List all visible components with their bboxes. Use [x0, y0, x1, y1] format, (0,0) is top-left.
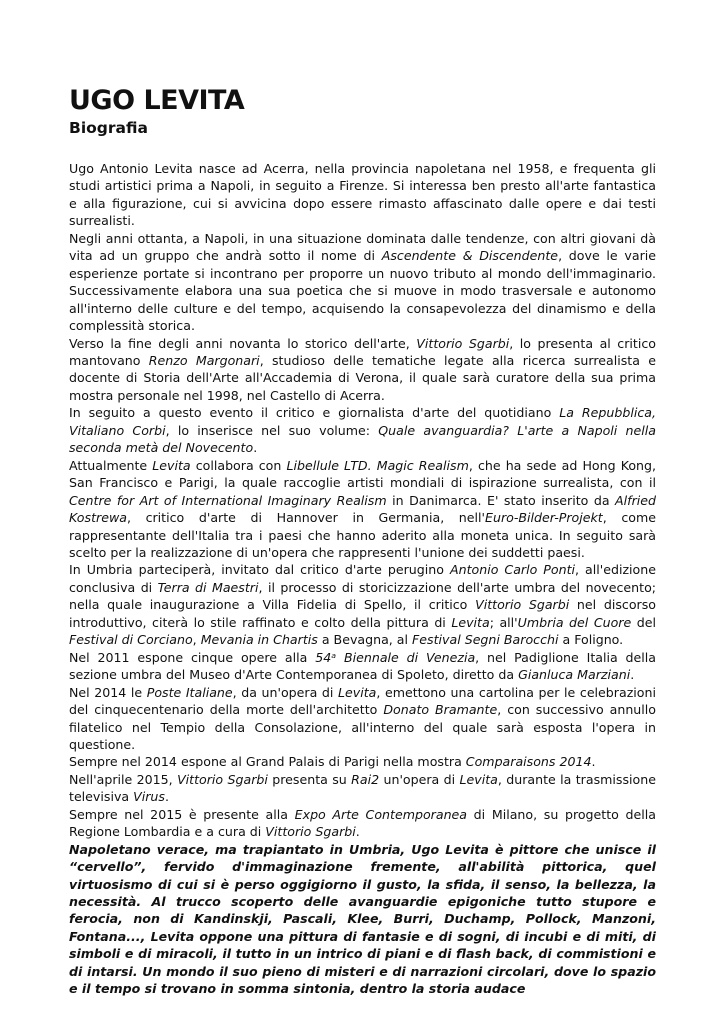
biography-body: [69, 160, 656, 998]
paragraph-text: Nell'aprile 2015,: [69, 771, 178, 787]
paragraph-text: , critico d'arte di Hannover in Germania, nell': [126, 510, 485, 526]
paragraph-text: .: [630, 667, 635, 683]
paragraph-text: Sempre nel 2014 espone al Grand Palais di Parigi nella mostra: [69, 754, 466, 770]
italic-text: Gianluca Marziani: [518, 667, 631, 683]
paragraph-text: .: [591, 754, 596, 770]
paragraph-text: un'opera di: [379, 771, 460, 787]
italic-text: Centre for Art of International Imaginary Realism: [69, 492, 387, 508]
biography-paragraph: [69, 771, 656, 806]
italic-text: Terra di Maestri: [157, 579, 259, 595]
paragraph-text: Sempre nel 2015 è presente alla: [69, 806, 295, 822]
paragraph-text: , studioso delle tematiche legate alla ricerca surrealista e docente di Storia dell'Arte all'Accademia di Verona, il quale sarà curatore della sua prima mostra personale nel 1998, nel Castello di Acerra.: [69, 352, 656, 403]
italic-text: Levita: [337, 684, 377, 700]
italic-text: Rai2: [351, 771, 380, 787]
biography-paragraph: [69, 561, 656, 648]
italic-text: Vittorio Sgarbi: [177, 771, 268, 787]
paragraph-text: , lo presenta al critico mantovano: [69, 335, 656, 368]
paragraph-text: Ugo Antonio Levita nasce ad Acerra, nella provincia napoletana nel 1958, e frequenta gli studi artistici prima a Napoli, in seguito a Firenze. Si interessa ben presto all'arte fantastica e alla figurazione, cui si avvicina dopo essere rimasto affascinato dalle opere e dai testi surrealisti.: [69, 161, 656, 229]
paragraph-text: , durante la trasmissione televisiva: [69, 771, 656, 805]
biography-paragraph: [69, 404, 656, 456]
biography-paragraph: [69, 841, 656, 998]
paragraph-text: ; all': [489, 614, 518, 630]
italic-text: Levita: [459, 771, 498, 787]
biography-paragraph: [69, 806, 656, 841]
biography-paragraph: [69, 335, 656, 405]
italic-text: Levita: [152, 457, 191, 473]
paragraph-text: .: [253, 440, 258, 456]
italic-text: Antonio Carlo Ponti: [449, 562, 576, 578]
paragraph-text: , che ha sede ad Hong Kong, San Francisco e Parigi, la quale raccoglie artisti mondiali di ispirazione surrealista, con il: [69, 457, 657, 491]
italic-text: Renzo Margonari: [148, 352, 260, 368]
paragraph-text: Napoletano verace, ma trapiantato in Umbria, Ugo Levita è pittore che unisce il “cervello”, fervido d'immaginazione fremente, all'abilità pittorica, quel virtuosismo di cui si è perso oggigiorno il gusto, la sfida, il senso, la bellezza, la necessità. Al trucco scoperto delle avanguardie epigoniche tutto stupore e ferocia, non di Kandinskji, Pascali, Klee, Burri, Duchamp, Pollock, Manzoni, Fontana..., Levita oppone una pittura di fantasie e di sogni, di incubi e di miti, di simboli e di miracoli, il tutto in un intrico di piani e di flash back, di commistioni e di intarsi. Un mondo il suo pieno di misteri e di narrazioni circolari, dove lo spazio e il tempo si trovano in somma sintonia, dentro la storia audace: [69, 841, 656, 997]
biography-paragraph: [69, 230, 656, 335]
paragraph-text: del: [631, 614, 656, 630]
paragraph-text: Verso la fine degli anni novanta lo storico dell'arte,: [69, 335, 417, 351]
paragraph-text: ,: [192, 632, 201, 648]
italic-text: Donato Bramante: [383, 702, 498, 718]
paragraph-text: In seguito a questo evento il critico e giornalista d'arte del quotidiano: [69, 405, 560, 421]
paragraph-text: , all'edizione conclusiva di: [69, 562, 656, 595]
paragraph-text: , lo inserisce nel suo volume:: [165, 422, 379, 438]
italic-text: Vittorio Sgarbi: [416, 335, 510, 351]
paragraph-text: , nel Padiglione Italia della sezione umbra del Museo d'Arte Contemporanea di Spoleto, diretto da: [69, 649, 656, 683]
italic-text: Comparaisons 2014: [465, 754, 592, 770]
italic-text: Festival di Corciano: [69, 632, 193, 648]
paragraph-text: , il processo di storicizzazione dell'arte umbra del novecento; nella quale inaugurazione a Villa Fidelia di Spello, il critico: [69, 579, 657, 613]
italic-text: 54ᵃ Biennale di Venezia: [315, 649, 476, 665]
paragraph-text: In Umbria parteciperà, invitato dal critico d'arte perugino: [69, 562, 450, 578]
italic-text: Expo Arte Contemporanea: [294, 806, 468, 822]
italic-text: Mevania in Chartis: [200, 632, 318, 648]
paragraph-text: nel discorso introduttivo, citerà lo stile raffinato e colto della pittura di: [69, 597, 656, 630]
paragraph-text: a Foligno.: [558, 632, 624, 648]
paragraph-text: Nel 2014 le: [69, 684, 147, 700]
paragraph-text: di Milano, su progetto della Regione Lombardia e a cura di: [69, 806, 656, 840]
italic-text: Umbria del Cuore: [517, 614, 632, 630]
paragraph-text: , con successivo annullo filatelico nel Tempio della Consolazione, all'interno del quale sarà esposta l'opera in questione.: [69, 702, 656, 752]
paragraph-text: .: [164, 789, 169, 805]
italic-text: Vittorio Sgarbi: [475, 597, 570, 613]
italic-text: Libellule LTD. Magic Realism: [286, 457, 469, 473]
italic-text: Ascendente & Discendente: [381, 248, 559, 264]
italic-text: Vittorio Sgarbi: [265, 824, 356, 840]
document-page: [69, 84, 656, 998]
paragraph-text: a Bevagna, al: [317, 632, 413, 648]
italic-text: Euro-Bilder-Projekt: [485, 510, 603, 526]
document-subtitle: Biografia: [69, 119, 148, 137]
paragraph-text: in Danimarca. E' stato inserito da: [386, 492, 616, 508]
biography-paragraph: [69, 160, 656, 230]
paragraph-text: .: [355, 824, 360, 840]
italic-text: Festival Segni Barocchi: [412, 632, 559, 648]
paragraph-text: , da un'opera di: [232, 684, 338, 700]
paragraph-text: Nel 2011 espone cinque opere alla: [69, 649, 316, 665]
document-title: UGO LEVITA: [69, 85, 245, 116]
biography-paragraph: [69, 753, 656, 770]
italic-text: Quale avanguardia? L'arte a Napoli nella seconda metà del Novecento: [69, 422, 656, 456]
italic-text: Virus: [133, 789, 165, 805]
biography-paragraph: [69, 457, 656, 562]
paragraph-text: , emettono una cartolina per le celebrazioni del cinquecentenario della morte dell'architetto: [69, 684, 656, 718]
paragraph-text: collabora con: [190, 457, 287, 473]
italic-text: Poste Italiane: [146, 684, 233, 700]
paragraph-text: Negli anni ottanta, a Napoli, in una situazione dominata dalle tendenze, con altri giovani dà vita ad un gruppo che andrà sotto il nome di: [69, 230, 656, 264]
italic-text: La Repubblica, Vitaliano Corbi: [69, 405, 656, 438]
italic-text: Levita: [451, 614, 490, 630]
biography-paragraph: [69, 649, 656, 684]
paragraph-text: , come rappresentante dell'Italia tra i paesi che hanno aderito alla moneta unica. In seguito sarà scelto per la realizzazione di un'opera che rappresenti l'unione dei suddetti paesi.: [69, 510, 656, 560]
paragraph-text: Attualmente: [69, 457, 153, 473]
paragraph-text: presenta su: [267, 771, 352, 787]
italic-text: Alfried Kostrewa: [69, 492, 656, 526]
biography-paragraph: [69, 684, 656, 754]
paragraph-text: , dove le varie esperienze portate si incontrano per proporre un nuovo tributo al mondo dell'immaginario. Successivamente elabora una sua poetica che si muove in modo trasversale e autonomo all'interno delle culture e del tempo, acquisendo la consapevolezza del dinamismo e della complessità storica.: [69, 248, 656, 334]
